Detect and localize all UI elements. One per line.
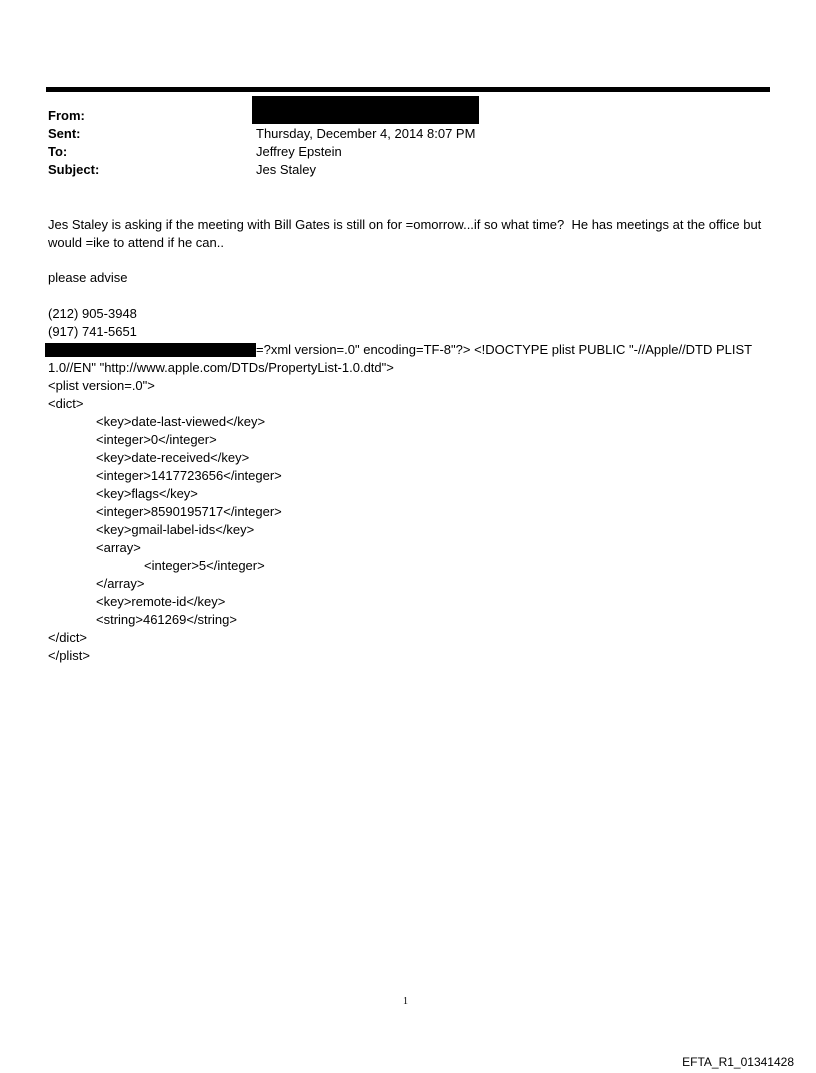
from-redaction [252, 96, 479, 124]
plist-line: </plist> [48, 648, 90, 663]
plist-line: <integer>0</integer> [96, 432, 217, 447]
plist-line: <key>date-received</key> [96, 450, 250, 465]
phone-number-2: (917) 741-5651 [48, 324, 137, 339]
subject-label: Subject: [48, 162, 100, 177]
plist-line: <integer>8590195717</integer> [96, 504, 282, 519]
subject-value: Jes Staley [256, 162, 316, 177]
sent-label: Sent: [48, 126, 81, 141]
to-label: To: [48, 144, 68, 159]
from-label: From: [48, 108, 85, 123]
plist-line: </dict> [48, 630, 88, 645]
plist-line: <integer>5</integer> [144, 558, 265, 573]
plist-line: <dict> [48, 396, 84, 411]
plist-line: 1.0//EN" "http://www.apple.com/DTDs/PropertyList-1.0.dtd"> [48, 360, 394, 375]
header-divider [46, 87, 770, 92]
plist-line: <string>461269</string> [96, 612, 237, 627]
plist-line: <array> [96, 540, 141, 555]
plist-line: <key>gmail-label-ids</key> [96, 522, 255, 537]
plist-line: <key>date-last-viewed</key> [96, 414, 266, 429]
page-number: 1 [403, 996, 408, 1007]
body-paragraph-2: please advise [48, 270, 128, 285]
plist-line: =?xml version=.0" encoding=TF-8"?> <!DOCTYPE plist PUBLIC "-//Apple//DTD PLIST [256, 342, 753, 357]
to-value: Jeffrey Epstein [256, 144, 342, 159]
plist-redaction [45, 343, 256, 357]
plist-line: <plist version=.0"> [48, 378, 155, 393]
sent-value: Thursday, December 4, 2014 8:07 PM [256, 126, 476, 141]
plist-line: <key>flags</key> [96, 486, 198, 501]
document-id: EFTA_R1_01341428 [682, 1055, 794, 1069]
plist-line: <key>remote-id</key> [96, 594, 226, 609]
phone-number-1: (212) 905-3948 [48, 306, 137, 321]
plist-line: </array> [96, 576, 145, 591]
plist-line: <integer>1417723656</integer> [96, 468, 282, 483]
body-paragraph-1: Jes Staley is asking if the meeting with Bill Gates is still on for =omorrow...if so what time? He has meetings at the office but would =ike to attend if he can.. [48, 217, 765, 250]
